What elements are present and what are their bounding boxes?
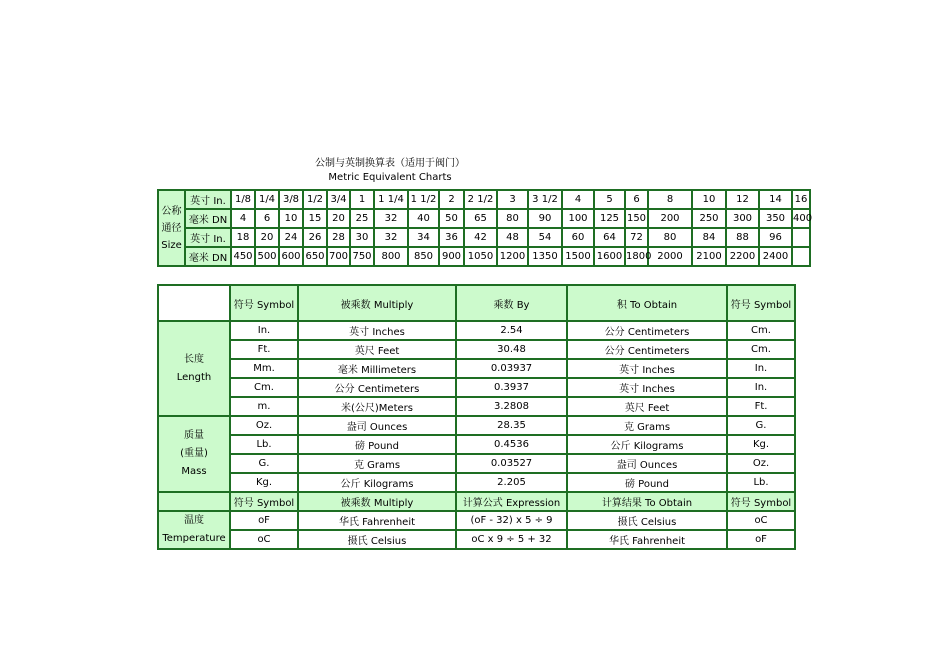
table-row	[158, 397, 795, 416]
table-cell: 毫米 Millimeters	[298, 359, 456, 378]
size-group-label	[158, 190, 185, 266]
table-cell: Cm.	[230, 378, 298, 397]
size-cell: 72	[625, 228, 648, 247]
table-cell: Ft.	[230, 340, 298, 359]
size-cell: 2200	[726, 247, 759, 266]
size-cell: 650	[303, 247, 327, 266]
table-cell: 0.3937	[456, 378, 567, 397]
table-row	[158, 416, 795, 435]
size-cell: 10	[692, 190, 726, 209]
category-label-line: (重量)	[180, 448, 208, 459]
column-header: 符号 Symbol	[230, 285, 298, 321]
size-cell: 50	[439, 209, 464, 228]
size-row-label: 毫米 DN	[185, 247, 231, 266]
size-cell: 14	[759, 190, 792, 209]
size-cell: 450	[231, 247, 255, 266]
size-cell: 5	[594, 190, 625, 209]
size-cell: 32	[374, 209, 408, 228]
table-cell: oC x 9 ÷ 5 + 32	[456, 530, 567, 549]
size-cell: 20	[255, 228, 279, 247]
size-cell: 28	[327, 228, 350, 247]
table-cell: 英寸 Inches	[567, 359, 727, 378]
size-cell: 20	[327, 209, 350, 228]
size-cell: 32	[374, 228, 408, 247]
size-cell: 1050	[464, 247, 497, 266]
table-cell: (oF - 32) x 5 ÷ 9	[456, 511, 567, 530]
category-temperature	[158, 511, 230, 549]
column-header: 被乘数 Multiply	[298, 492, 456, 511]
table-row	[158, 473, 795, 492]
size-group-label-line: 通径	[161, 222, 182, 234]
table-cell: 磅 Pound	[567, 473, 727, 492]
size-cell: 1800	[625, 247, 648, 266]
size-cell: 3 1/2	[528, 190, 562, 209]
size-cell: 1 1/4	[374, 190, 408, 209]
table-row	[158, 530, 795, 549]
size-cell: 400	[792, 209, 810, 228]
size-cell: 2400	[759, 247, 792, 266]
size-cell: 2	[439, 190, 464, 209]
size-cell	[792, 247, 810, 266]
size-cell: 10	[279, 209, 303, 228]
size-cell: 80	[648, 228, 692, 247]
size-cell: 6	[255, 209, 279, 228]
table-cell: 盎司 Ounces	[567, 454, 727, 473]
table-cell: Lb.	[230, 435, 298, 454]
size-cell: 25	[350, 209, 374, 228]
column-header: 被乘数 Multiply	[298, 285, 456, 321]
category-label-line: 长度	[184, 353, 204, 365]
category-label-line: 质量	[184, 430, 204, 441]
table-cell: 公分 Centimeters	[298, 378, 456, 397]
size-row	[158, 228, 810, 247]
table-cell: 2.54	[456, 321, 567, 340]
table-cell: 米(公尺)Meters	[298, 397, 456, 416]
table-cell: 30.48	[456, 340, 567, 359]
size-cell: 36	[439, 228, 464, 247]
size-cell: 8	[648, 190, 692, 209]
size-cell: 18	[231, 228, 255, 247]
table-cell: 磅 Pound	[298, 435, 456, 454]
size-cell: 150	[625, 209, 648, 228]
table-cell: 克 Grams	[567, 416, 727, 435]
table-row	[158, 359, 795, 378]
table-cell: oF	[727, 530, 795, 549]
column-header: 符号 Symbol	[727, 285, 795, 321]
table-cell: m.	[230, 397, 298, 416]
table-cell: 公斤 Kilograms	[567, 435, 727, 454]
size-cell: 48	[497, 228, 528, 247]
size-cell: 16	[792, 190, 810, 209]
size-cell: 1600	[594, 247, 625, 266]
table-cell: 28.35	[456, 416, 567, 435]
size-cell: 1 1/2	[408, 190, 439, 209]
size-cell: 900	[439, 247, 464, 266]
table-cell: 英寸 Inches	[567, 378, 727, 397]
size-row	[158, 190, 810, 209]
size-row-label: 英寸 In.	[185, 190, 231, 209]
size-cell: 4	[231, 209, 255, 228]
size-cell: 500	[255, 247, 279, 266]
column-header: 计算结果 To Obtain	[567, 492, 727, 511]
size-cell: 64	[594, 228, 625, 247]
category-mass	[158, 416, 230, 492]
table-cell: 英尺 Feet	[298, 340, 456, 359]
size-cell: 30	[350, 228, 374, 247]
table-cell: 英尺 Feet	[567, 397, 727, 416]
column-header: 积 To Obtain	[567, 285, 727, 321]
column-header	[158, 285, 230, 321]
table-cell: Ft.	[727, 397, 795, 416]
size-table	[157, 189, 811, 267]
size-cell: 3/4	[327, 190, 350, 209]
size-cell: 15	[303, 209, 327, 228]
size-cell: 40	[408, 209, 439, 228]
size-cell: 1/2	[303, 190, 327, 209]
table-cell: 英寸 Inches	[298, 321, 456, 340]
size-cell: 125	[594, 209, 625, 228]
table-cell: 3.2808	[456, 397, 567, 416]
size-cell: 96	[759, 228, 792, 247]
table-cell: Mm.	[230, 359, 298, 378]
header-row	[158, 492, 795, 511]
table-cell: 克 Grams	[298, 454, 456, 473]
table-cell: Cm.	[727, 321, 795, 340]
table-cell: In.	[727, 359, 795, 378]
size-row-label: 英寸 In.	[185, 228, 231, 247]
size-cell: 1/8	[231, 190, 255, 209]
size-cell: 34	[408, 228, 439, 247]
size-cell: 42	[464, 228, 497, 247]
table-cell: 0.4536	[456, 435, 567, 454]
table-cell: 盎司 Ounces	[298, 416, 456, 435]
table-cell: In.	[230, 321, 298, 340]
table-cell: 2.205	[456, 473, 567, 492]
table-cell: Kg.	[727, 435, 795, 454]
size-cell: 4	[562, 190, 594, 209]
size-cell: 2 1/2	[464, 190, 497, 209]
table-cell: Cm.	[727, 340, 795, 359]
size-cell: 24	[279, 228, 303, 247]
table-cell: oF	[230, 511, 298, 530]
size-cell: 1200	[497, 247, 528, 266]
table-row	[158, 321, 795, 340]
size-cell: 90	[528, 209, 562, 228]
header-blank-cell	[158, 492, 230, 511]
table-cell: G.	[727, 416, 795, 435]
table-row	[158, 378, 795, 397]
size-cell: 2000	[648, 247, 692, 266]
table-row	[158, 340, 795, 359]
size-cell: 2100	[692, 247, 726, 266]
size-cell: 6	[625, 190, 648, 209]
column-header: 符号 Symbol	[230, 492, 298, 511]
table-cell: 华氏 Fahrenheit	[298, 511, 456, 530]
size-cell: 54	[528, 228, 562, 247]
size-cell: 65	[464, 209, 497, 228]
table-cell: Kg.	[230, 473, 298, 492]
header-row	[158, 285, 795, 321]
size-cell: 84	[692, 228, 726, 247]
size-row	[158, 209, 810, 228]
size-cell: 250	[692, 209, 726, 228]
size-cell: 1500	[562, 247, 594, 266]
size-cell: 300	[726, 209, 759, 228]
size-group-label-line: Size	[161, 239, 182, 251]
size-cell: 800	[374, 247, 408, 266]
table-cell: oC	[230, 530, 298, 549]
size-cell: 750	[350, 247, 374, 266]
size-cell: 1350	[528, 247, 562, 266]
table-row	[158, 454, 795, 473]
table-cell: 公分 Centimeters	[567, 340, 727, 359]
size-cell: 200	[648, 209, 692, 228]
category-label-line: 温度	[184, 515, 204, 526]
size-cell: 88	[726, 228, 759, 247]
size-row-label: 毫米 DN	[185, 209, 231, 228]
column-header: 乘数 By	[456, 285, 567, 321]
table-cell: Oz.	[727, 454, 795, 473]
table-cell: In.	[727, 378, 795, 397]
column-header: 符号 Symbol	[727, 492, 795, 511]
table-cell: 公分 Centimeters	[567, 321, 727, 340]
size-cell	[792, 228, 810, 247]
category-label-line: Temperature	[162, 533, 226, 544]
table-cell: 华氏 Fahrenheit	[567, 530, 727, 549]
size-cell: 1/4	[255, 190, 279, 209]
table-row	[158, 435, 795, 454]
size-cell: 350	[759, 209, 792, 228]
table-cell: 摄氏 Celsius	[298, 530, 456, 549]
table-cell: G.	[230, 454, 298, 473]
title-english: Metric Equivalent Charts	[328, 172, 452, 183]
size-cell: 60	[562, 228, 594, 247]
size-row	[158, 247, 810, 266]
size-cell: 3	[497, 190, 528, 209]
table-cell: 摄氏 Celsius	[567, 511, 727, 530]
category-length	[158, 321, 230, 416]
size-cell: 100	[562, 209, 594, 228]
size-group-label-line: 公称	[161, 205, 182, 217]
table-row	[158, 511, 795, 530]
table-cell: Lb.	[727, 473, 795, 492]
table-cell: 0.03527	[456, 454, 567, 473]
column-header: 计算公式 Expression	[456, 492, 567, 511]
size-cell: 12	[726, 190, 759, 209]
size-cell: 80	[497, 209, 528, 228]
size-cell: 3/8	[279, 190, 303, 209]
conversion-table	[157, 284, 796, 550]
table-cell: oC	[727, 511, 795, 530]
category-label-line: Mass	[181, 466, 207, 477]
category-label-line: Length	[176, 371, 212, 383]
table-cell: 公斤 Kilograms	[298, 473, 456, 492]
title-chinese: 公制与英制换算表（适用于阀门）	[315, 158, 465, 169]
table-cell: Oz.	[230, 416, 298, 435]
size-cell: 850	[408, 247, 439, 266]
size-cell: 600	[279, 247, 303, 266]
table-cell: 0.03937	[456, 359, 567, 378]
size-cell: 26	[303, 228, 327, 247]
size-cell: 1	[350, 190, 374, 209]
size-cell: 700	[327, 247, 350, 266]
